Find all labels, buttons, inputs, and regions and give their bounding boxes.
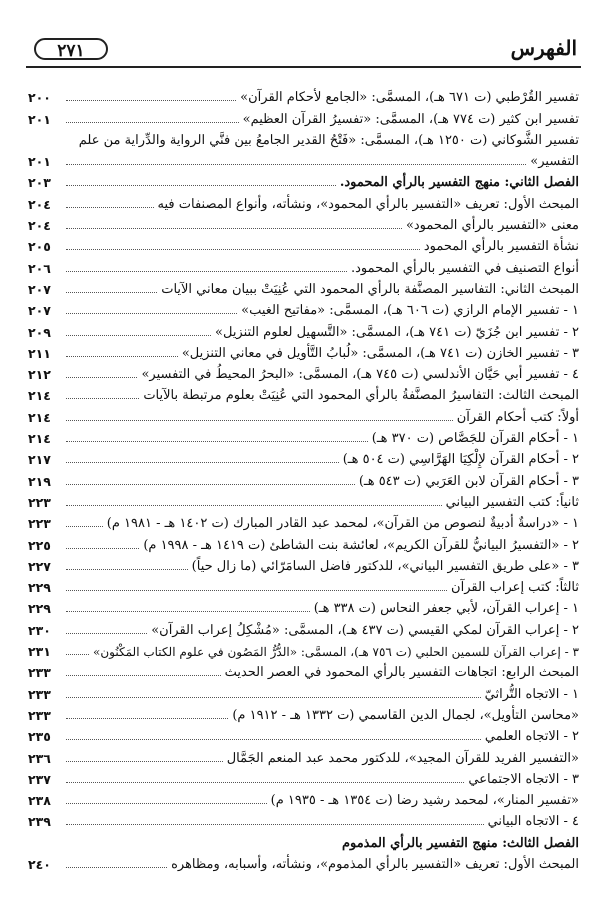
leader-dots (66, 824, 484, 825)
toc-entry-text: ٢ - تفسير ابن جُزَيّ (ت ٧٤١ هـ)، المسمَّى: «التَّسهيل لعلوم التنزيل» (215, 324, 579, 340)
toc-entry-text: ١ - الاتجاه التُّراثيّ (484, 686, 579, 702)
leader-dots (66, 739, 481, 740)
toc-entry (28, 531, 579, 552)
toc-entry-text: أنواع التصنيف في التفسير بالرأي المحمود. (351, 260, 579, 276)
toc-entry (28, 382, 579, 403)
leader-dots (66, 505, 442, 506)
toc-entry (28, 553, 579, 574)
toc-entry-text: «محاسن التأويل»، لجمال الدين القاسمي (ت ١٣٣٢ هـ - ١٩١٢ م) (232, 707, 579, 723)
toc-page-number: ٢١٤ (28, 409, 51, 425)
toc-page-number: ٢١٢ (28, 367, 51, 383)
leader-dots (66, 569, 188, 570)
toc-page-number: ٢٣٣ (28, 686, 51, 702)
toc-entry-text: ١ - إعراب القرآن، لأبي جعفر النحاس (ت ٣٣٨ هـ) (313, 601, 579, 617)
toc-entry (28, 127, 579, 148)
toc-entry (28, 169, 579, 190)
toc-page-number: ٢٢٥ (28, 537, 51, 553)
toc-entry-text: الفصل الثاني: منهج التفسير بالرأي المحمود. (339, 175, 579, 191)
leader-dots (66, 228, 402, 229)
toc-entry-text: ٣ - أحكام القرآن لابن العَرَبي (ت ٥٤٣ هـ) (358, 473, 579, 489)
leader-dots (66, 548, 139, 549)
toc-page-number: ٢٠٧ (28, 281, 51, 297)
toc-entry (28, 744, 579, 765)
toc-page-number: ٢٠٩ (28, 324, 51, 340)
toc-entry-text: «التفسير الفريد للقرآن المجيد»، للدكتور محمد عبد المنعم الجَمَّال (226, 750, 579, 766)
toc-page-number: ٢٢٣ (28, 494, 51, 510)
toc-page-number: ٢٢٣ (28, 516, 51, 532)
toc-entry (28, 148, 579, 169)
toc-entry-text: ٤ - تفسير أبي حَيَّان الأندلسي (ت ٧٤٥ هـ)، المسمَّى: «البحرُ المحيطُ في التفسير» (141, 367, 579, 383)
toc-entry-text: ١ - «دراسةٌ أدبيةٌ لنصوص من القرآن»، لمحمد عبد القادر المبارك (ت ١٤٠٢ هـ - ١٩٨١ م) (106, 516, 579, 532)
leader-dots (66, 633, 147, 634)
leader-dots (66, 271, 347, 272)
leader-dots (66, 249, 420, 250)
toc-entry (28, 680, 579, 701)
toc-page-number: ٢٣٦ (28, 750, 51, 766)
toc-page-number: ٢٢٧ (28, 558, 51, 574)
toc-entry (28, 233, 579, 254)
toc-entry (28, 829, 579, 850)
toc-entry-text: أولاً: كتب أحكام القرآن (456, 409, 579, 425)
toc-page-number: ٢٠٠ (28, 90, 51, 106)
toc-entry (28, 851, 579, 872)
toc-entry-text: معنى «التفسير بالرأي المحمود» (405, 218, 579, 234)
toc-entry (28, 105, 579, 126)
toc-entry (28, 446, 579, 467)
toc-entry (28, 84, 579, 105)
toc-page-number: ٢١٤ (28, 388, 51, 404)
leader-dots (66, 122, 239, 123)
toc-entry (28, 318, 579, 339)
toc-page-number: ٢٠٣ (28, 175, 51, 191)
toc-page-number: ٢٠٤ (28, 218, 51, 234)
leader-dots (66, 462, 339, 463)
toc-entry-text: المبحث الأول: تعريف «التفسير بالرأي المذموم»، ونشأته، وأسبابه، ومظاهره (171, 856, 579, 872)
toc-entry-text: ٢ - أحكام القرآن لإِلْكِيَا الهَرَّاسِي (ت ٥٠٤ هـ) (342, 452, 579, 468)
leader-dots (66, 867, 167, 868)
leader-dots (66, 356, 178, 357)
toc-entry-text: تفسير ابن كثير (ت ٧٧٤ هـ)، المسمَّى: «تفسيرُ القرآن العظيم» (242, 111, 579, 127)
toc-entry-text: ٣ - الاتجاه الاجتماعي (468, 771, 579, 787)
toc-page-number: ٢٢٩ (28, 601, 51, 617)
toc-entry (28, 425, 579, 446)
toc-entry (28, 574, 579, 595)
toc-entry-text: ٢ - الاتجاه العلمي (484, 729, 579, 745)
toc-entry (28, 659, 579, 680)
leader-dots (66, 335, 211, 336)
leader-dots (66, 441, 368, 442)
toc-entry (28, 702, 579, 723)
toc-page-number: ٢١٤ (28, 431, 51, 447)
toc-page-number: ٢٠١ (28, 154, 51, 170)
leader-dots (66, 420, 453, 421)
leader-dots (66, 185, 336, 186)
toc-entry-text: ١ - تفسير الإمام الرازي (ت ٦٠٦ هـ)، المسمَّى: «مفاتيح الغيب» (241, 303, 579, 319)
toc-entry-text: تفسير القُرْطبي (ت ٦٧١ هـ)، المسمَّى: «الجامع لأحكام القرآن» (240, 90, 579, 106)
leader-dots (66, 782, 464, 783)
leader-dots (66, 654, 89, 655)
toc-page-number: ٢٠٦ (28, 260, 51, 276)
toc-entry-text: المبحث الثاني: التفاسير المصنَّفة بالرأي المحمود التي عُنِيَتْ ببيان معاني الآيات (161, 281, 579, 297)
toc-entry (28, 510, 579, 531)
toc-entry (28, 276, 579, 297)
toc-entry (28, 340, 579, 361)
leader-dots (66, 675, 221, 676)
toc-entry-text: ٤ - الاتجاه البياني (487, 814, 579, 830)
toc-entry-text: المبحث الثالث: التفاسيرُ المصنَّفةُ بالرأي المحمود التي عُنِيَتْ بعلوم مرتبطة بالآيات (143, 388, 579, 404)
toc-page-number: ٢١١ (28, 345, 51, 361)
toc-entry (28, 297, 579, 318)
toc-entry (28, 787, 579, 808)
toc-entry (28, 361, 579, 382)
toc-page-number: ٢٠٧ (28, 303, 51, 319)
toc-entry (28, 616, 579, 637)
toc-page-number: ٢٠٥ (28, 239, 51, 255)
toc-entry-text: ١ - أحكام القرآن للجَصَّاص (ت ٣٧٠ هـ) (371, 431, 579, 447)
toc-page-number: ٢٣١ (28, 644, 51, 660)
page-header (26, 38, 581, 64)
toc-page-number: ٢٢٩ (28, 580, 51, 596)
toc-entry-text: ٣ - تفسير الخازن (ت ٧٤١ هـ)، المسمَّى: «لُبابُ التَّأويل في معاني التنزيل» (181, 345, 579, 361)
toc-page-number: ٢٣٨ (28, 793, 51, 809)
header-rule (26, 66, 581, 68)
toc-entry (28, 254, 579, 275)
toc-entry-text: ٣ - إعراب القرآن للسمين الحلبي (ت ٧٥٦ هـ)، المسمَّى: «الدُّرُّ المَصُون في علوم الكتاب المَكْنُون» (93, 645, 579, 660)
leader-dots (66, 761, 223, 762)
leader-dots (66, 718, 228, 719)
toc-entry (28, 638, 579, 659)
leader-dots (66, 377, 137, 378)
toc-entry (28, 808, 579, 829)
leader-dots (66, 803, 267, 804)
toc-page-number: ٢٠٤ (28, 196, 51, 212)
toc-entry-text: نشأة التفسير بالرأي المحمود (423, 239, 579, 255)
toc-page-number: ٢٣٧ (28, 771, 51, 787)
leader-dots (66, 313, 237, 314)
leader-dots (66, 697, 481, 698)
toc-entry-text: ثانياً: كتب التفسير البياني (445, 494, 579, 510)
leader-dots (66, 590, 447, 591)
toc-page-number: ٢٣٩ (28, 814, 51, 830)
leader-dots (66, 526, 103, 527)
toc-entry-text: ٣ - «على طريق التفسير البياني»، للدكتور فاضل السامَرّائي (ما زال حياً) (191, 558, 579, 574)
leader-dots (66, 484, 355, 485)
toc-page-number: ٢٠١ (28, 111, 51, 127)
leader-dots (66, 398, 139, 399)
table-of-contents (28, 84, 579, 872)
toc-page-number: ٢٣٣ (28, 707, 51, 723)
leader-dots (66, 207, 154, 208)
toc-page-number: ٢٣٣ (28, 665, 51, 681)
toc-page-number: ٢١٩ (28, 473, 51, 489)
page-title: الفهرس (510, 36, 577, 60)
toc-page-number: ٢٣٠ (28, 622, 51, 638)
toc-entry-text: ثالثاً: كتب إعراب القرآن (451, 580, 579, 596)
toc-page-number: ٢٣٥ (28, 729, 51, 745)
toc-entry (28, 723, 579, 744)
toc-page-number: ٢١٧ (28, 452, 51, 468)
page-number: ٢٧١ (34, 38, 108, 60)
toc-entry-text: المبحث الأول: تعريف «التفسير بالرأي المحمود»، ونشأته، وأنواع المصنفات فيه (157, 196, 579, 212)
toc-entry-text: ٢ - إعراب القرآن لمكي القيسي (ت ٤٣٧ هـ)، المسمَّى: «مُشْكِلُ إعراب القرآن» (151, 622, 579, 638)
leader-dots (66, 100, 236, 101)
toc-entry (28, 766, 579, 787)
toc-entry (28, 403, 579, 424)
leader-dots (66, 611, 310, 612)
toc-page-number: ٢٤٠ (28, 856, 51, 872)
toc-entry (28, 595, 579, 616)
toc-entry (28, 467, 579, 488)
toc-entry-text: المبحث الرابع: اتجاهات التفسير بالرأي المحمود في العصر الحديث (224, 665, 579, 681)
toc-entry-text: «تفسير المنار»، لمحمد رشيد رضا (ت ١٣٥٤ هـ - ١٩٣٥ م) (270, 793, 579, 809)
toc-entry (28, 489, 579, 510)
toc-entry (28, 190, 579, 211)
toc-entry-text: التفسير» (530, 154, 579, 170)
leader-dots (66, 292, 157, 293)
toc-entry (28, 212, 579, 233)
toc-entry-text: ٢ - «التفسيرُ البيانيُّ للقرآن الكريم»، لعائشة بنت الشاطئ (ت ١٤١٩ هـ - ١٩٩٨ م) (143, 537, 579, 553)
leader-dots (66, 164, 526, 165)
toc-entry-text: تفسير الشَّوكاني (ت ١٢٥٠ هـ)، المسمَّى: «فَتْحُ القدير الجامعُ بين فنَّي الرواية والدِّراية من علم (78, 132, 579, 148)
toc-entry-text: الفصل الثالث: منهج التفسير بالرأي المذموم (341, 835, 579, 851)
